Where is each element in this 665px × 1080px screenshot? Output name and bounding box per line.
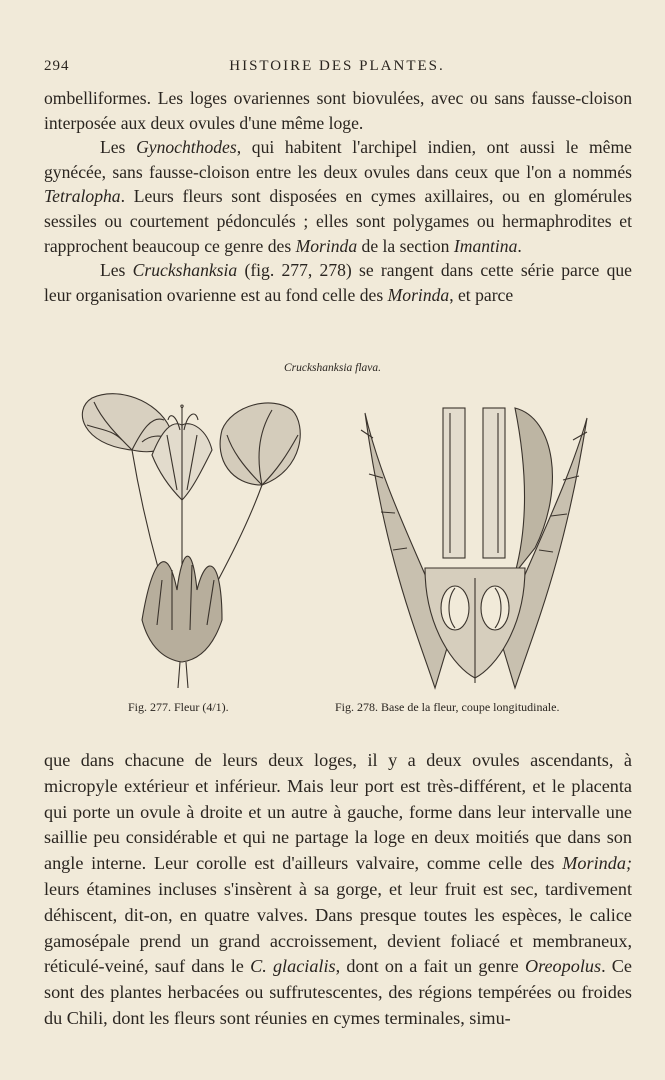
text-run: Les [100,137,137,158]
figure-277-flower-illustration [72,390,312,690]
text-run: de la section [357,235,454,256]
text-run: , qui habitent l'archipel indien, ont aussi le même gynécée, sans fausse-cloison entre les deux ovules dans ceux que l'on a nommés [44,137,632,182]
paragraph-2 [44,135,632,258]
body-text-bottom [44,748,632,1032]
text-run: , dont on a fait un genre [335,956,525,977]
figure-277-caption: Fig. 277. Fleur (4/1). [128,700,229,714]
figure-title: Cruckshanksia flava. [283,362,382,374]
text-run: leurs étamines incluses s'insèrent à sa gorge, et leur fruit est sec, tardivement déhiscent, dit-on, en quatre valves. Dans presque toutes les espèces, le calice gamosépale prend un grand accroissement, devient foliacé et membraneux, réticulé-veiné, sauf dans le [44,878,632,977]
paragraph-4 [44,748,632,1032]
taxon-cruckshanksia: Cruckshanksia [132,260,238,281]
figure-278-caption: Fig. 278. Base de la fleur, coupe longitudinale. [335,700,560,714]
text-run: . Leurs fleurs sont disposées en cymes axillaires, ou en glomérules sessiles ou courtement pédonculés ; elles sont polygames ou hermaphrodites et rapprochent beaucoup ce genre des [44,186,632,256]
taxon-tetralopha: Tetralopha [44,186,121,207]
taxon-morinda: Morinda; [562,853,632,874]
text-run: Les [100,260,133,281]
body-text-top [44,86,632,307]
text-run: . Ce sont des plantes herbacées ou suffrutescentes, des régions tempérées ou froides du Chili, dont les fleurs sont réunies en cymes terminales, simu- [44,956,633,1028]
taxon-morinda: Morinda [295,235,358,256]
paragraph-3 [44,258,632,307]
taxon-oreopolus: Oreopolus [524,956,602,977]
taxon-gynochthodes: Gynochthodes [136,137,237,158]
text-run: . [517,235,522,256]
text-run: , et parce [449,284,514,305]
running-title: HISTOIRE DES PLANTES. [229,58,445,74]
figure-278-section-illustration [355,398,595,690]
page-header [44,58,630,80]
taxon-imantina: Imantina [453,235,518,256]
taxon-c-glacialis: C. glacialis [250,956,336,977]
page-number: 294 [44,58,70,74]
text-run: que dans chacune de leurs deux loges, il y a deux ovules ascendants, à micropyle extérieur et inférieur. Mais leur port est très-différent, et le placenta qui porte un ovule à droite et un autre à gauche, forme dans leur intervalle une saillie peu considérable et qui ne partage la loge en deux moitiés que dans son angle interne. Leur corolle est d'ailleurs valvaire, comme celle des [44,750,632,874]
text-run: (fig. 277, 278) se rangent dans cette série parce que leur organisation ovarienne est au fond celle des [44,260,632,305]
paragraph-1: ombelliformes. Les loges ovariennes sont biovulées, avec ou sans fausse-cloison interposée aux deux ovules d'une même loge. [44,88,632,133]
taxon-morinda: Morinda [387,284,450,305]
